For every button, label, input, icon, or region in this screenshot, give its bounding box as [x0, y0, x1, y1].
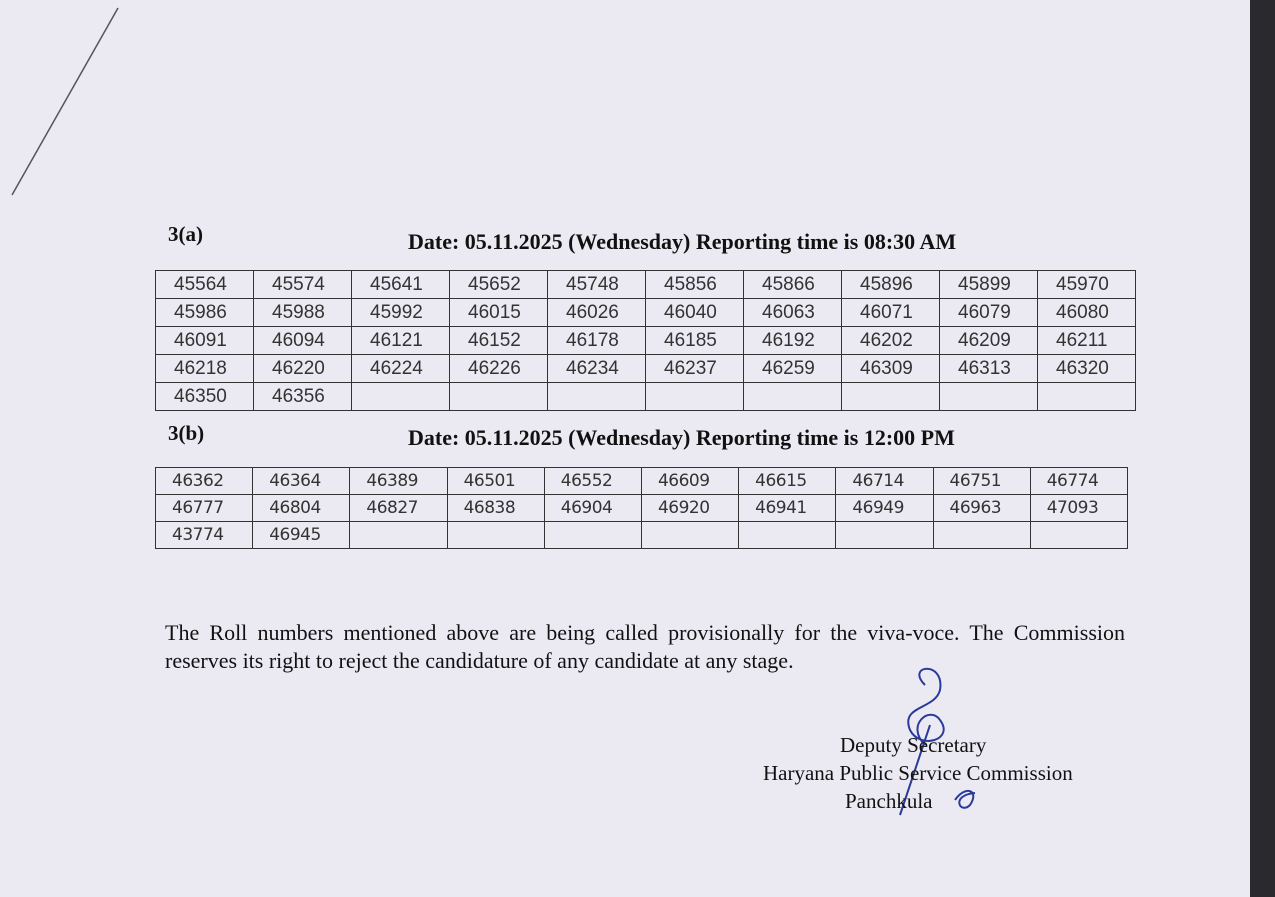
- roll-number-cell: [544, 522, 641, 549]
- roll-number-cell: [641, 522, 738, 549]
- roll-number-cell: 45970: [1038, 271, 1136, 299]
- roll-number-cell: [548, 383, 646, 411]
- signatory-organization: Haryana Public Service Commission: [763, 761, 1073, 785]
- section-a-heading: Date: 05.11.2025 (Wednesday) Reporting time is 08:30 AM: [408, 229, 957, 254]
- table-row: [156, 271, 1136, 299]
- roll-number-cell: 46178: [548, 327, 646, 355]
- roll-number-cell: 46904: [544, 495, 641, 522]
- roll-number-cell: [744, 383, 842, 411]
- roll-number-cell: [739, 522, 836, 549]
- provisional-note: The Roll numbers mentioned above are being called provisionally for the viva-voce. The Commission reserves its right to reject the candidature of any candidate at any stage.: [165, 620, 1125, 673]
- roll-number-cell: 45641: [352, 271, 450, 299]
- roll-number-cell: 46218: [156, 355, 254, 383]
- roll-number-cell: [842, 383, 940, 411]
- roll-number-table-b: [155, 467, 1128, 549]
- roll-number-table-a: [155, 270, 1136, 411]
- roll-number-cell: 45856: [646, 271, 744, 299]
- roll-number-cell: 46827: [350, 495, 447, 522]
- roll-number-cell: 46121: [352, 327, 450, 355]
- roll-number-cell: 45896: [842, 271, 940, 299]
- roll-number-cell: 46224: [352, 355, 450, 383]
- roll-number-cell: 46309: [842, 355, 940, 383]
- roll-number-cell: 46220: [254, 355, 352, 383]
- table-row: [156, 383, 1136, 411]
- roll-number-cell: 45748: [548, 271, 646, 299]
- roll-number-cell: 46751: [933, 468, 1030, 495]
- roll-number-cell: 46945: [253, 522, 350, 549]
- section-a-label: 3(a): [168, 222, 203, 246]
- table-row: [156, 522, 1128, 549]
- roll-number-cell: 46838: [447, 495, 544, 522]
- signatory-place: Panchkula: [845, 789, 933, 813]
- roll-number-cell: [1030, 522, 1127, 549]
- roll-number-cell: 46202: [842, 327, 940, 355]
- roll-number-cell: 46501: [447, 468, 544, 495]
- roll-number-cell: [646, 383, 744, 411]
- roll-number-cell: 46080: [1038, 299, 1136, 327]
- roll-number-cell: 46609: [641, 468, 738, 495]
- roll-number-cell: 46152: [450, 327, 548, 355]
- roll-number-cell: 46804: [253, 495, 350, 522]
- roll-number-cell: [933, 522, 1030, 549]
- roll-number-cell: 46211: [1038, 327, 1136, 355]
- roll-number-cell: 46389: [350, 468, 447, 495]
- roll-number-cell: 46071: [842, 299, 940, 327]
- table-row: [156, 327, 1136, 355]
- roll-number-cell: [447, 522, 544, 549]
- roll-number-cell: 46192: [744, 327, 842, 355]
- roll-number-cell: 45652: [450, 271, 548, 299]
- roll-number-cell: 46949: [836, 495, 933, 522]
- roll-number-cell: 45899: [940, 271, 1038, 299]
- roll-number-cell: 46774: [1030, 468, 1127, 495]
- roll-number-cell: [940, 383, 1038, 411]
- roll-number-cell: 46963: [933, 495, 1030, 522]
- roll-number-cell: 46362: [156, 468, 253, 495]
- page-fold-mark: [0, 0, 120, 200]
- table-row: [156, 495, 1128, 522]
- roll-number-cell: 45866: [744, 271, 842, 299]
- roll-number-cell: 46313: [940, 355, 1038, 383]
- roll-number-cell: 45992: [352, 299, 450, 327]
- roll-number-cell: 46040: [646, 299, 744, 327]
- roll-number-cell: 46941: [739, 495, 836, 522]
- roll-number-cell: 46015: [450, 299, 548, 327]
- roll-number-cell: [450, 383, 548, 411]
- roll-number-cell: 46237: [646, 355, 744, 383]
- roll-number-cell: 46320: [1038, 355, 1136, 383]
- roll-number-cell: 46209: [940, 327, 1038, 355]
- roll-number-cell: 47093: [1030, 495, 1127, 522]
- section-b-label: 3(b): [168, 421, 205, 445]
- roll-number-cell: 46350: [156, 383, 254, 411]
- roll-number-cell: 46234: [548, 355, 646, 383]
- roll-number-cell: 46777: [156, 495, 253, 522]
- signatory-designation: Deputy Secretary: [840, 733, 987, 757]
- roll-number-cell: 46026: [548, 299, 646, 327]
- roll-number-cell: 46094: [254, 327, 352, 355]
- roll-number-cell: [1038, 383, 1136, 411]
- roll-number-cell: 46079: [940, 299, 1038, 327]
- roll-number-cell: 46185: [646, 327, 744, 355]
- roll-number-cell: [836, 522, 933, 549]
- roll-number-cell: 45564: [156, 271, 254, 299]
- roll-number-cell: 43774: [156, 522, 253, 549]
- roll-number-cell: 46552: [544, 468, 641, 495]
- roll-number-cell: 46226: [450, 355, 548, 383]
- roll-number-cell: 46259: [744, 355, 842, 383]
- roll-number-cell: 45574: [254, 271, 352, 299]
- table-row: [156, 468, 1128, 495]
- table-row: [156, 355, 1136, 383]
- roll-number-cell: 46091: [156, 327, 254, 355]
- roll-number-cell: 45986: [156, 299, 254, 327]
- roll-number-cell: 46714: [836, 468, 933, 495]
- roll-number-cell: [350, 522, 447, 549]
- roll-number-cell: [352, 383, 450, 411]
- roll-number-cell: 46920: [641, 495, 738, 522]
- section-b-heading: Date: 05.11.2025 (Wednesday) Reporting time is 12:00 PM: [408, 425, 955, 450]
- roll-number-cell: 45988: [254, 299, 352, 327]
- roll-number-cell: 46615: [739, 468, 836, 495]
- roll-number-cell: 46356: [254, 383, 352, 411]
- roll-number-cell: 46063: [744, 299, 842, 327]
- table-row: [156, 299, 1136, 327]
- roll-number-cell: 46364: [253, 468, 350, 495]
